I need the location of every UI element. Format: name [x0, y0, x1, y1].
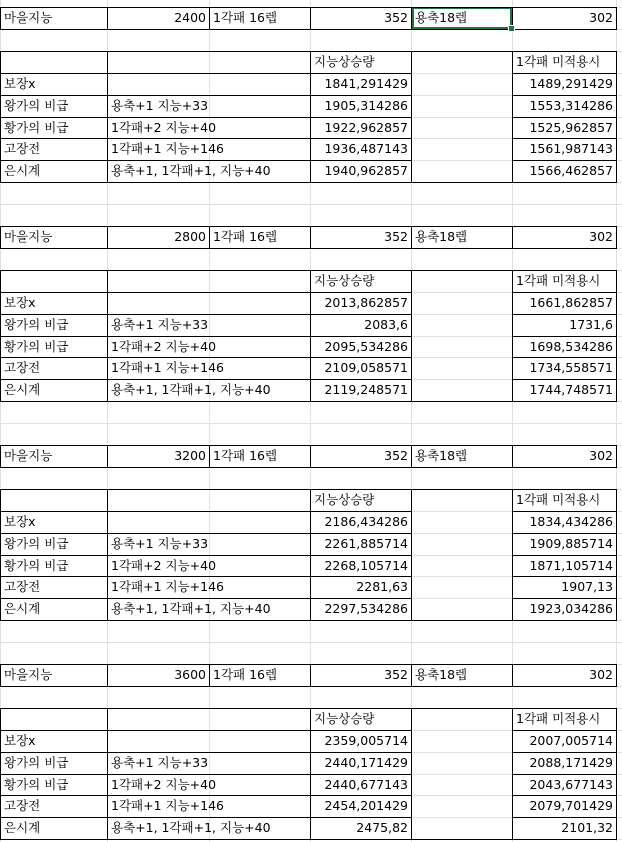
row-gain-value[interactable]: 2095,534286	[324, 339, 408, 354]
cell-border	[512, 489, 513, 621]
row-description[interactable]: 1각패+2 지능+40	[111, 558, 217, 573]
cell-border	[512, 774, 617, 775]
cell-border	[411, 489, 412, 621]
gridline-row	[0, 204, 622, 205]
cell-border	[512, 511, 617, 512]
cell-border	[512, 73, 617, 74]
village-int-label[interactable]: 마을지능	[4, 10, 53, 25]
column-header-gain[interactable]: 지능상승량	[314, 273, 375, 288]
row-name[interactable]: 고장전	[4, 798, 41, 813]
row-description[interactable]: 용축+1 지능+33	[111, 536, 209, 551]
relic-level-value[interactable]: 352	[384, 448, 408, 463]
row-name[interactable]: 보장x	[4, 733, 36, 748]
village-int-value[interactable]: 2400	[174, 10, 206, 25]
cell-border	[512, 598, 617, 599]
cell-border	[512, 664, 513, 687]
column-header-gain[interactable]: 지능상승량	[314, 54, 375, 69]
row-unused-value[interactable]: 1553,314286	[529, 98, 613, 113]
row-description[interactable]: 1각패+2 지능+40	[111, 777, 217, 792]
cell-border	[512, 708, 513, 840]
row-name[interactable]: 왕가의 비급	[4, 536, 69, 551]
row-unused-value[interactable]: 1734,558571	[529, 360, 613, 375]
cell-border	[0, 817, 412, 818]
row-name[interactable]: 황가의 비급	[4, 120, 69, 135]
row-unused-value[interactable]: 1834,434286	[529, 514, 613, 529]
row-gain-value[interactable]: 2281,63	[356, 579, 408, 594]
dragon-level-label[interactable]: 용축18렙	[415, 667, 468, 682]
dragon-level-label[interactable]: 용축18렙	[415, 229, 468, 244]
row-description[interactable]: 용축+1, 1각패+1, 지능+40	[111, 382, 271, 397]
cell-border	[512, 357, 617, 358]
row-gain-value[interactable]: 2119,248571	[324, 382, 408, 397]
row-gain-value[interactable]: 2083,6	[364, 317, 408, 332]
row-unused-value[interactable]: 2079,701429	[529, 798, 613, 813]
cell-border	[107, 489, 108, 621]
relic-level-value[interactable]: 352	[384, 229, 408, 244]
cell-border	[512, 226, 513, 249]
row-unused-value[interactable]: 1489,291429	[529, 76, 613, 91]
cell-border	[512, 752, 617, 753]
gridline-row	[0, 401, 622, 402]
gridline-column	[616, 0, 617, 842]
dragon-level-value[interactable]: 302	[589, 448, 613, 463]
row-description[interactable]: 용축+1, 1각패+1, 지능+40	[111, 820, 271, 835]
dragon-level-value[interactable]: 302	[589, 10, 613, 25]
dragon-level-label[interactable]: 용축18렙	[415, 448, 468, 463]
row-name[interactable]: 왕가의 비급	[4, 755, 69, 770]
relic-level-value[interactable]: 352	[384, 10, 408, 25]
cell-border	[0, 752, 412, 753]
row-unused-value[interactable]: 1661,862857	[529, 295, 613, 310]
cell-border	[310, 51, 311, 183]
cell-border	[512, 292, 617, 293]
cell-border	[411, 664, 412, 687]
gridline-row	[0, 423, 622, 424]
cell-border	[0, 379, 412, 380]
row-name[interactable]: 은시계	[4, 163, 41, 178]
row-name[interactable]: 고장전	[4, 360, 41, 375]
cell-border	[0, 511, 412, 512]
cell-border	[0, 598, 412, 599]
row-gain-value[interactable]: 1936,487143	[324, 141, 408, 156]
fill-handle[interactable]	[508, 25, 515, 32]
cell-border	[310, 270, 311, 402]
row-description[interactable]: 1각패+1 지능+146	[111, 141, 224, 156]
column-header-unused[interactable]: 1각패 미적용시	[516, 273, 601, 288]
cell-border	[512, 795, 617, 796]
cell-border	[0, 138, 412, 139]
cell-border	[411, 445, 412, 468]
row-description[interactable]: 1각패+1 지능+146	[111, 579, 224, 594]
cell-border	[411, 7, 412, 30]
column-header-gain[interactable]: 지능상승량	[314, 711, 375, 726]
cell-border	[0, 292, 412, 293]
cell-border	[310, 445, 311, 468]
row-unused-value[interactable]: 2088,171429	[529, 755, 613, 770]
row-gain-value[interactable]: 2109,058571	[324, 360, 408, 375]
row-description[interactable]	[108, 511, 310, 533]
cell-border	[512, 336, 617, 337]
gridline-row	[0, 248, 622, 249]
cell-border	[209, 7, 210, 30]
row-name[interactable]: 왕가의 비급	[4, 317, 69, 332]
row-unused-value[interactable]: 2101,32	[561, 820, 613, 835]
gridline-row	[0, 467, 622, 468]
cell-border	[310, 7, 311, 30]
cell-border	[107, 270, 108, 402]
cell-border	[512, 138, 617, 139]
village-int-label[interactable]: 마을지능	[4, 667, 53, 682]
cell-border	[0, 533, 412, 534]
row-name[interactable]: 은시계	[4, 601, 41, 616]
row-name[interactable]: 은시계	[4, 820, 41, 835]
cell-border	[0, 314, 412, 315]
cell-border	[512, 555, 617, 556]
column-header-unused[interactable]: 1각패 미적용시	[516, 54, 601, 69]
row-name[interactable]: 왕가의 비급	[4, 98, 69, 113]
village-int-label[interactable]: 마을지능	[4, 229, 53, 244]
row-name[interactable]: 황가의 비급	[4, 777, 69, 792]
cell-border	[512, 314, 617, 315]
row-description[interactable]: 용축+1 지능+33	[111, 98, 209, 113]
relic-level-label[interactable]: 1각패 16렙	[213, 229, 278, 244]
village-int-value[interactable]: 3200	[174, 448, 206, 463]
row-gain-value[interactable]: 2268,105714	[324, 558, 408, 573]
cell-border	[512, 270, 513, 402]
cell-border	[0, 95, 412, 96]
village-int-value[interactable]: 3600	[174, 667, 206, 682]
row-unused-value[interactable]: 2043,677143	[529, 777, 613, 792]
cell-border	[512, 730, 617, 731]
cell-border	[512, 117, 617, 118]
row-description[interactable]: 1각패+2 지능+40	[111, 339, 217, 354]
gridline-row	[0, 620, 622, 621]
row-gain-value[interactable]: 1940,962857	[324, 163, 408, 178]
cell-border	[512, 817, 617, 818]
cell-border	[107, 51, 108, 183]
cell-border	[0, 576, 412, 577]
row-description[interactable]: 용축+1, 1각패+1, 지능+40	[111, 163, 271, 178]
row-gain-value[interactable]: 1905,314286	[324, 98, 408, 113]
row-description[interactable]: 1각패+1 지능+146	[111, 798, 224, 813]
row-description[interactable]: 용축+1 지능+33	[111, 755, 209, 770]
column-header-unused[interactable]: 1각패 미적용시	[516, 711, 601, 726]
dragon-level-value[interactable]: 302	[589, 667, 613, 682]
row-gain-value[interactable]: 2440,171429	[324, 755, 408, 770]
column-header-gain[interactable]: 지능상승량	[314, 492, 375, 507]
relic-level-label[interactable]: 1각패 16렙	[213, 667, 278, 682]
cell-border	[107, 226, 108, 249]
cell-border	[411, 51, 412, 183]
row-gain-value[interactable]: 2186,434286	[324, 514, 408, 529]
row-description[interactable]: 1각패+2 지능+40	[111, 120, 217, 135]
row-description[interactable]: 용축+1, 1각패+1, 지능+40	[111, 601, 271, 616]
cell-border	[310, 489, 311, 621]
cell-border	[107, 708, 108, 840]
row-description[interactable]	[108, 73, 310, 95]
cell-border	[107, 445, 108, 468]
row-unused-value[interactable]: 1731,6	[569, 317, 613, 332]
cell-border	[310, 226, 311, 249]
row-name[interactable]: 보장x	[4, 295, 36, 310]
cell-border	[0, 555, 412, 556]
cell-border	[0, 160, 412, 161]
cell-border	[411, 708, 412, 840]
cell-border	[0, 117, 412, 118]
cell-border	[0, 795, 412, 796]
cell-border	[0, 336, 412, 337]
row-gain-value[interactable]: 1841,291429	[324, 76, 408, 91]
cell-border	[512, 445, 513, 468]
cell-border	[512, 51, 513, 183]
row-name[interactable]: 황가의 비급	[4, 558, 69, 573]
row-description[interactable]	[108, 730, 310, 752]
row-name[interactable]: 보장x	[4, 514, 36, 529]
cell-border	[209, 226, 210, 249]
cell-border	[512, 576, 617, 577]
row-description[interactable]	[108, 292, 310, 314]
row-gain-value[interactable]: 2440,677143	[324, 777, 408, 792]
cell-border	[512, 95, 617, 96]
row-unused-value[interactable]: 1909,885714	[529, 536, 613, 551]
column-header-unused[interactable]: 1각패 미적용시	[516, 492, 601, 507]
row-gain-value[interactable]: 1922,962857	[324, 120, 408, 135]
row-name[interactable]: 황가의 비급	[4, 339, 69, 354]
dragon-level-value[interactable]: 302	[589, 229, 613, 244]
cell-border	[0, 357, 412, 358]
row-gain-value[interactable]: 2297,534286	[324, 601, 408, 616]
row-description[interactable]: 용축+1 지능+33	[111, 317, 209, 332]
cell-border	[512, 160, 617, 161]
village-int-value[interactable]: 2800	[174, 229, 206, 244]
cell-border	[0, 730, 412, 731]
village-int-label[interactable]: 마을지능	[4, 448, 53, 463]
row-name[interactable]: 보장x	[4, 76, 36, 91]
row-gain-value[interactable]: 2359,005714	[324, 733, 408, 748]
row-unused-value[interactable]: 1561,987143	[529, 141, 613, 156]
gridline-row	[0, 29, 622, 30]
gridline-row	[0, 839, 622, 840]
cell-border	[209, 445, 210, 468]
row-description[interactable]: 1각패+1 지능+146	[111, 360, 224, 375]
relic-level-value[interactable]: 352	[384, 667, 408, 682]
row-name[interactable]: 고장전	[4, 579, 41, 594]
row-gain-value[interactable]: 2454,201429	[324, 798, 408, 813]
row-gain-value[interactable]: 2261,885714	[324, 536, 408, 551]
cell-border	[0, 73, 412, 74]
cell-border	[310, 708, 311, 840]
row-gain-value[interactable]: 2013,862857	[324, 295, 408, 310]
row-gain-value[interactable]: 2475,82	[356, 820, 408, 835]
row-name[interactable]: 은시계	[4, 382, 41, 397]
row-unused-value[interactable]: 1923,034286	[529, 601, 613, 616]
cell-border	[411, 226, 412, 249]
cell-border	[0, 774, 412, 775]
relic-level-label[interactable]: 1각패 16렙	[213, 10, 278, 25]
cell-border	[512, 379, 617, 380]
row-unused-value[interactable]: 1525,962857	[529, 120, 613, 135]
gridline-row	[0, 182, 622, 183]
row-unused-value[interactable]: 1744,748571	[529, 382, 613, 397]
row-unused-value[interactable]: 1871,105714	[529, 558, 613, 573]
gridline-row	[0, 642, 622, 643]
cell-border	[310, 664, 311, 687]
row-unused-value[interactable]: 1907,13	[561, 579, 613, 594]
cell-border	[512, 533, 617, 534]
row-name[interactable]: 고장전	[4, 141, 41, 156]
row-unused-value[interactable]: 1698,534286	[529, 339, 613, 354]
cell-border	[107, 7, 108, 30]
cell-border	[411, 270, 412, 402]
cell-border	[209, 664, 210, 687]
relic-level-label[interactable]: 1각패 16렙	[213, 448, 278, 463]
row-unused-value[interactable]: 2007,005714	[529, 733, 613, 748]
gridline-row	[0, 686, 622, 687]
row-unused-value[interactable]: 1566,462857	[529, 163, 613, 178]
cell-border	[107, 664, 108, 687]
dragon-level-label[interactable]: 용축18렙	[412, 7, 512, 29]
